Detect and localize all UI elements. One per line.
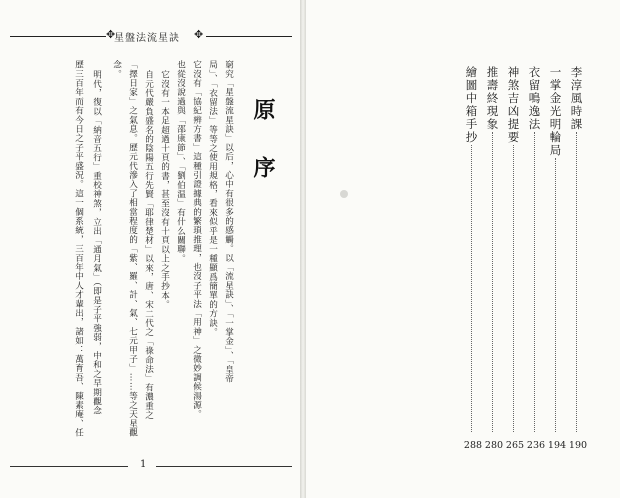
header-rule-right <box>206 36 292 37</box>
toc-entry <box>484 66 504 451</box>
footer-rule-left <box>10 466 128 467</box>
text-column: 窮究「星盤流星訣」以后，心中有很多的感觸。以「流星訣」、「一掌金」、「皇帝 <box>223 60 234 384</box>
toc-title: 繪圖中箱手抄 <box>464 66 479 144</box>
text-column: 念。 <box>111 60 122 79</box>
toc-page-number: 190 <box>568 440 588 451</box>
toc-title: 推壽終現象 <box>485 66 500 131</box>
header-ornament-icon: ✥ <box>194 28 204 41</box>
running-header <box>10 28 292 46</box>
text-column: 歷三百年而有今日之子平盛況。這一個系統，三百年中人才輩出，諸如：萬育吾、陳素庵、任 <box>73 60 84 438</box>
text-column: 它沒有一本足超過十頁的書，甚至沒有十頁以上之手抄本。 <box>159 70 170 310</box>
header-ornament-icon: ✥ <box>106 28 116 41</box>
toc-leader-dots <box>471 145 472 432</box>
left-page <box>0 0 300 498</box>
text-column: 明代，復以「納音五行」重校神煞，立出「通月氣」（即是子平強弱，中和之早期觀念 <box>91 70 102 416</box>
toc-entry <box>547 66 567 451</box>
toc-leader-dots <box>534 132 535 432</box>
preface-title: 原序 <box>250 98 276 214</box>
page-number: 1 <box>140 459 147 470</box>
toc-page-number: 288 <box>463 440 483 451</box>
text-column: 它沒有「協紀辨方書」這種引證據典的繁瑣推理，也沒子平法「用神」之微妙調候湯源。 <box>191 60 202 419</box>
text-column: 自元代嚴負盛名的陰陽五行先賢「耶律楚材」以來，唐、宋二代之「祿命法」有濃重之 <box>143 70 154 420</box>
text-column: 「擇日家」之氣息。歷元代滲入了相當程度的「紫、羅、計、氣、七元甲子」……等之天星觀 <box>127 60 138 438</box>
toc-leader-dots <box>513 145 514 432</box>
running-header-title: 星盤法流星訣 <box>114 33 180 44</box>
right-page <box>306 0 620 498</box>
toc-entry <box>526 66 546 451</box>
toc-entry <box>463 66 483 451</box>
toc-page-number: 280 <box>484 440 504 451</box>
toc-title: 神煞吉凶提要 <box>506 66 521 144</box>
header-rule-left <box>10 36 106 37</box>
scan-blemish <box>340 190 348 198</box>
toc-title: 李淳風時課 <box>569 66 584 131</box>
toc-title: 衣留鳴逸法 <box>527 66 542 131</box>
toc-title: 一掌金光明輪局 <box>548 66 563 157</box>
toc-leader-dots <box>555 158 556 432</box>
text-column: 也從沒說過與「邵康節」、「劉伯温」有什么關聯。 <box>175 60 186 263</box>
toc-leader-dots <box>492 132 493 432</box>
toc-entry <box>568 66 588 451</box>
toc-page-number: 194 <box>547 440 567 451</box>
toc-entry <box>505 66 525 451</box>
toc-page-number: 265 <box>505 440 525 451</box>
footer-rule-right <box>156 466 292 467</box>
toc-leader-dots <box>576 132 577 432</box>
text-column: 局」、「衣留法」等等之使用規格，看來似乎是一種顯爲簡單的方訣。 <box>207 60 218 337</box>
toc-page-number: 236 <box>526 440 546 451</box>
